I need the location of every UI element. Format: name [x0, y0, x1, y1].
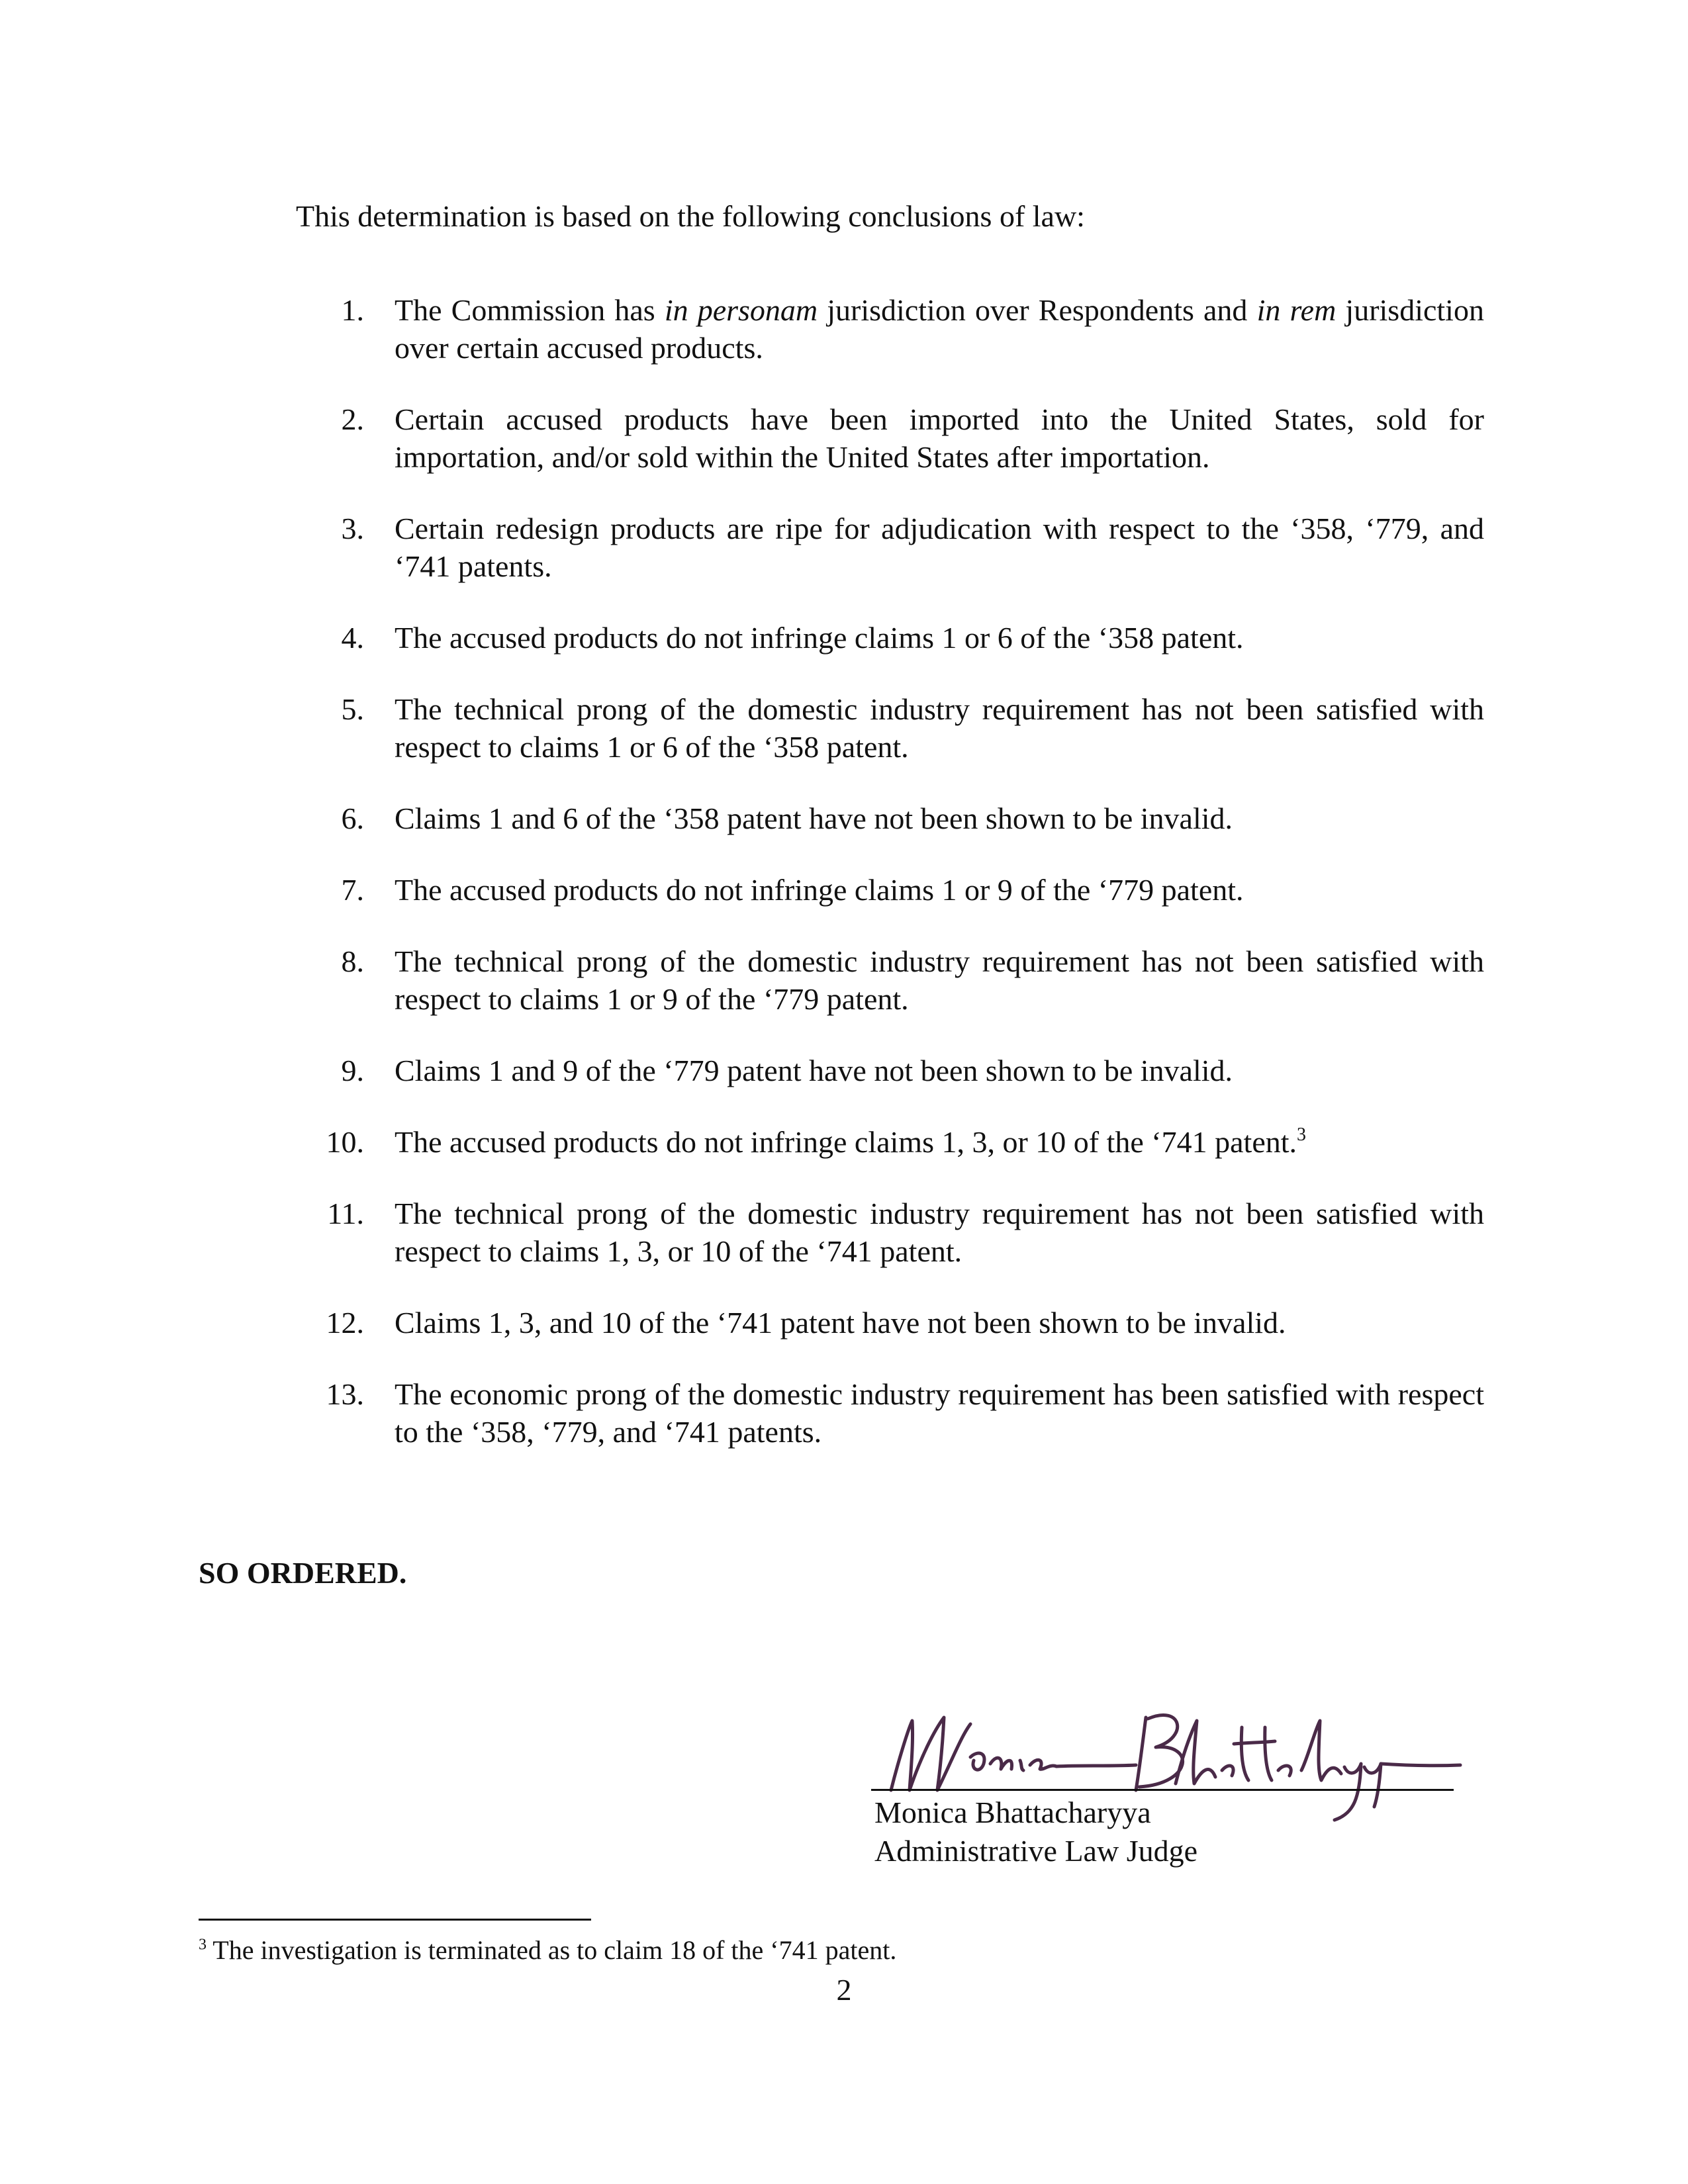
footnote-divider	[199, 1919, 591, 1921]
conclusion-item	[318, 400, 1484, 476]
conclusion-item	[318, 1304, 1484, 1342]
conclusion-item	[318, 690, 1484, 766]
conclusions-list	[318, 291, 1484, 1484]
page-number: 2	[836, 1973, 852, 2007]
conclusion-number: 10.	[326, 1125, 364, 1159]
conclusion-item	[318, 942, 1484, 1018]
conclusion-text: Certain redesign products are ripe for adjudication with respect to the ‘358, ‘779, and ‘741 patents.	[395, 512, 1484, 583]
conclusion-text: The technical prong of the domestic industry requirement has not been satisfied with respect to claims 1 or 6 of the ‘358 patent.	[395, 692, 1484, 764]
conclusion-text: The technical prong of the domestic industry requirement has not been satisfied with respect to claims 1, 3, or 10 of the ‘741 patent.	[395, 1197, 1484, 1268]
conclusion-number: 3.	[341, 512, 364, 545]
conclusion-item	[318, 871, 1484, 909]
conclusion-item	[318, 619, 1484, 657]
footnote-text: The investigation is terminated as to claim 18 of the ‘741 patent.	[207, 1935, 897, 1965]
conclusion-item	[318, 291, 1484, 367]
latin-term: in rem	[1256, 293, 1336, 327]
conclusion-item	[318, 510, 1484, 585]
conclusion-item	[318, 1375, 1484, 1451]
conclusion-number: 11.	[327, 1197, 364, 1230]
conclusion-item	[318, 1195, 1484, 1270]
conclusion-text: Claims 1 and 6 of the ‘358 patent have not been shown to be invalid.	[395, 801, 1233, 835]
footnote	[199, 1934, 896, 1967]
conclusion-number: 5.	[341, 692, 364, 726]
footnote-marker: 3	[199, 1936, 207, 1954]
conclusion-number: 4.	[341, 621, 364, 655]
conclusion-number: 1.	[341, 293, 364, 327]
conclusion-item	[318, 799, 1484, 837]
conclusion-number: 7.	[341, 873, 364, 907]
footnote-reference[interactable]: 3	[1297, 1124, 1307, 1145]
conclusion-text: The accused products do not infringe claims 1 or 9 of the ‘779 patent.	[395, 873, 1244, 907]
intro-sentence: This determination is based on the following conclusions of law:	[296, 199, 1085, 233]
conclusion-number: 12.	[326, 1306, 364, 1340]
conclusion-text: The accused products do not infringe claims 1, 3, or 10 of the ‘741 patent.$^3$	[395, 1124, 1307, 1159]
conclusion-number: 6.	[341, 801, 364, 835]
conclusion-text: Certain accused products have been imported into the United States, sold for importation, and/or sold within the United States after importation.	[395, 402, 1484, 474]
conclusion-text: The Commission has in personam jurisdiction over Respondents and in rem jurisdiction over certain accused products.	[395, 293, 1484, 365]
conclusion-text: The economic prong of the domestic industry requirement has been satisfied with respect to the ‘358, ‘779, and ‘741 patents.	[395, 1377, 1484, 1449]
conclusion-number: 13.	[326, 1377, 364, 1411]
signer-name: Monica Bhattacharyya	[874, 1796, 1151, 1829]
so-ordered-heading: SO ORDERED.	[199, 1556, 407, 1590]
conclusion-text: Claims 1, 3, and 10 of the ‘741 patent have not been shown to be invalid.	[395, 1306, 1286, 1340]
conclusion-number: 2.	[341, 402, 364, 436]
conclusion-text: Claims 1 and 9 of the ‘779 patent have not been shown to be invalid.	[395, 1054, 1233, 1087]
conclusion-text: The technical prong of the domestic industry requirement has not been satisfied with respect to claims 1 or 9 of the ‘779 patent.	[395, 944, 1484, 1016]
latin-term: in personam	[664, 293, 818, 327]
conclusion-item	[318, 1052, 1484, 1089]
signer-title: Administrative Law Judge	[874, 1834, 1198, 1868]
signature-line	[871, 1789, 1454, 1791]
conclusion-number: 8.	[341, 944, 364, 978]
conclusion-number: 9.	[341, 1054, 364, 1087]
conclusion-item	[318, 1123, 1484, 1161]
conclusion-text: The accused products do not infringe claims 1 or 6 of the ‘358 patent.	[395, 621, 1244, 655]
